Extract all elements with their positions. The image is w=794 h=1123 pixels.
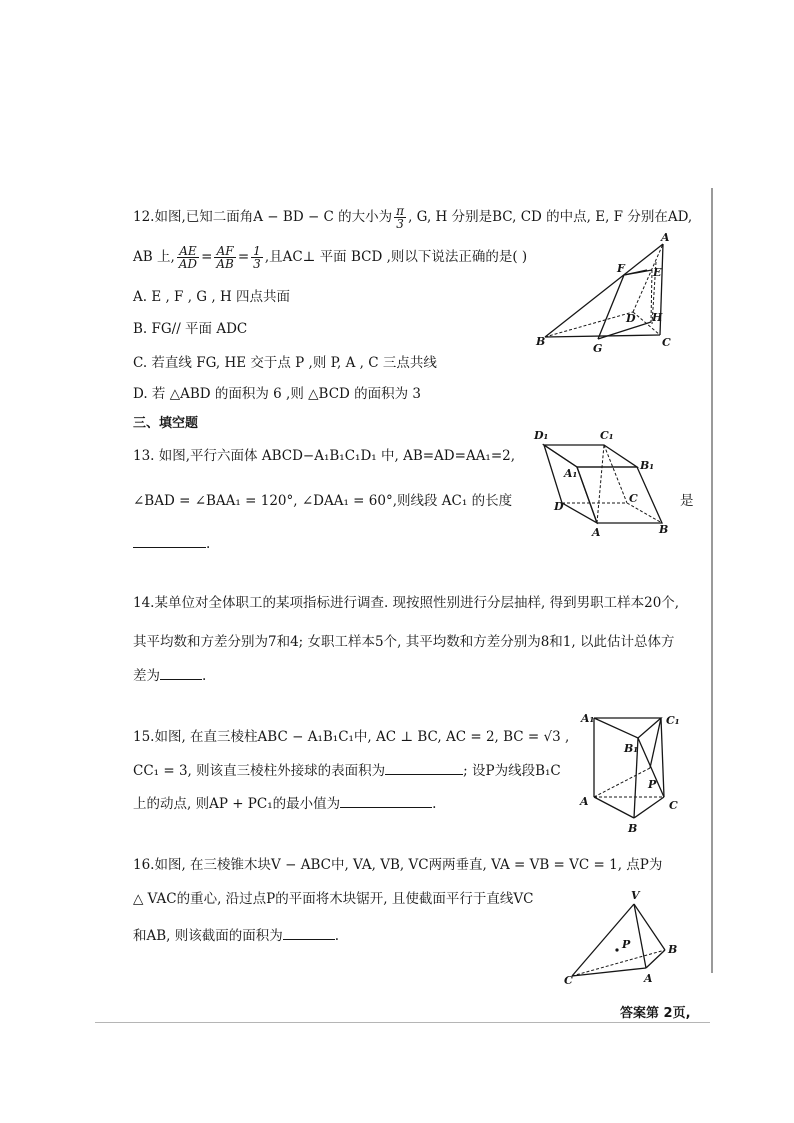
page-right-border bbox=[711, 188, 713, 973]
q12-line2: AB 上, $\frac{AE}{AD}$ = $\frac{AF}{AB}$ = $\frac{1}{3}$ ,且AC⊥ 平面 BCD ,则以下说法正确的是( ) bbox=[133, 244, 528, 271]
q12-label-F: F bbox=[617, 262, 625, 275]
q12-edge-BC bbox=[545, 335, 660, 337]
q12-line2-pre: AB 上, bbox=[133, 249, 175, 265]
q15-line2 bbox=[133, 760, 561, 780]
q16-label-P: P bbox=[622, 938, 631, 951]
q13-line2-end: 是 bbox=[680, 493, 694, 509]
q16-label-C: C bbox=[564, 974, 573, 987]
q16-line3-text: 和AB, 则该截面的面积为 bbox=[133, 928, 283, 944]
q15-answer-blank-2[interactable] bbox=[340, 793, 432, 808]
q16-line2: △ VAC的重心, 沿过点P的平面将木块锯开, 且使截面平行于直线VC bbox=[133, 891, 534, 907]
q13-label-C: C bbox=[629, 492, 638, 505]
q12-pi-fraction bbox=[394, 205, 406, 230]
q12-line2-post: ,且AC⊥ 平面 BCD ,则以下说法正确的是( ) bbox=[264, 249, 528, 265]
q13-label-D1: D₁ bbox=[534, 429, 549, 442]
q12-line1-post: , G, H 分别是BC, CD 的中点, E, F 分别在AD, bbox=[408, 209, 693, 225]
q16-edge-CA bbox=[572, 968, 646, 976]
q15-label-A: A bbox=[580, 795, 589, 808]
q15-edge-AB bbox=[594, 797, 634, 818]
q13-front-face bbox=[577, 467, 662, 523]
q13-edge-AC1 bbox=[597, 445, 604, 523]
q16-line3 bbox=[133, 925, 339, 945]
page-footer: 答案第 2页, bbox=[620, 1006, 691, 1021]
q15-edge-CC1 bbox=[661, 718, 664, 797]
q12-frac3-num: 1 bbox=[253, 244, 261, 258]
page-bottom-border bbox=[95, 1022, 710, 1023]
q12-label-D: D bbox=[626, 312, 636, 325]
q15-label-B1: B₁ bbox=[624, 742, 639, 755]
q15-top-face bbox=[594, 718, 661, 738]
q14-line1: 14.某单位对全体职工的某项指标进行调查. 现按照性别进行分层抽样, 得到男职工样本20个, bbox=[133, 595, 680, 611]
q15-edge-BC bbox=[634, 797, 664, 818]
q13-edge-CB bbox=[627, 503, 662, 523]
q13-edge-C1C bbox=[604, 445, 627, 503]
q12-option-b: B. FG// 平面 ADC bbox=[133, 321, 248, 337]
q13-label-A: A bbox=[592, 526, 601, 539]
q12-label-G: G bbox=[593, 342, 603, 355]
q12-frac2-den: AB bbox=[216, 257, 234, 271]
q13-label-D: D bbox=[554, 500, 564, 513]
q14-line3-period: . bbox=[202, 668, 207, 684]
q12-frac3-den: 3 bbox=[253, 257, 261, 271]
q15-line3-period: . bbox=[432, 796, 437, 812]
q12-label-E: E bbox=[653, 266, 662, 279]
q13-line3 bbox=[133, 533, 210, 553]
q15-line2-text-b: ; 设P为线段B₁C bbox=[463, 763, 561, 779]
q13-line2: ∠BAD = ∠BAA₁ = 120°, ∠DAA₁ = 60°,则线段 AC₁ 的长度 bbox=[133, 493, 513, 509]
q12-line1 bbox=[133, 205, 692, 230]
q12-option-c: C. 若直线 FG, HE 交于点 P ,则 P, A , C 三点共线 bbox=[133, 355, 437, 371]
q12-frac1-den: AD bbox=[178, 257, 198, 271]
q13-left-face bbox=[544, 445, 597, 523]
q13-line1: 13. 如图,平行六面体 ABCD−A₁B₁C₁D₁ 中, AB=AD=AA₁=2, bbox=[133, 448, 516, 464]
q12-line1-pre: 12.如图,已知二面角A − BD − C 的大小为 bbox=[133, 209, 393, 225]
q15-answer-blank-1[interactable] bbox=[385, 760, 463, 775]
q13-line3-period: . bbox=[206, 536, 211, 552]
q13-answer-blank[interactable] bbox=[133, 533, 206, 548]
q14-line3 bbox=[133, 665, 206, 685]
q16-line1: 16.如图, 在三棱锥木块V − ABC中, VA, VB, VC两两垂直, VA = VB = VC = 1, 点P为 bbox=[133, 857, 663, 873]
q13-label-B: B bbox=[659, 523, 669, 536]
q12-label-C: C bbox=[662, 336, 671, 349]
q15-label-C1: C₁ bbox=[666, 714, 680, 727]
section-fill-in-blank-title: 三、填空题 bbox=[133, 416, 199, 431]
q15-label-P: P bbox=[648, 778, 657, 791]
q15-edge-AP bbox=[594, 768, 650, 797]
q12-edge-GH bbox=[598, 322, 651, 339]
q16-line3-period: . bbox=[334, 928, 340, 944]
q15-line3-text: 上的动点, 则AP + PC₁的最小值为 bbox=[133, 796, 341, 812]
q12-edge-BD bbox=[545, 312, 633, 337]
q12-label-H: H bbox=[652, 311, 663, 324]
q16-answer-blank[interactable] bbox=[283, 925, 335, 940]
q12-frac1 bbox=[177, 245, 199, 270]
q13-label-C1: C₁ bbox=[600, 429, 614, 442]
q13-label-A1: A₁ bbox=[564, 467, 578, 480]
q15-label-A1: A₁ bbox=[581, 712, 595, 725]
q12-frac3 bbox=[251, 245, 263, 270]
q15-figure-prism bbox=[576, 710, 696, 835]
q15-line3 bbox=[133, 793, 436, 813]
q12-pi-num: π bbox=[396, 204, 405, 218]
q16-label-B: B bbox=[668, 943, 678, 956]
q13-figure-parallelepiped bbox=[532, 425, 672, 540]
q15-label-C: C bbox=[669, 799, 678, 812]
q14-line3-text: 差为 bbox=[133, 668, 160, 684]
q13-top-face bbox=[544, 445, 637, 467]
q16-label-A: A bbox=[644, 972, 653, 985]
q12-figure-dihedral-angle bbox=[535, 232, 685, 357]
q15-line2-text: CC₁ = 3, 则该直三棱柱外接球的表面积为 bbox=[133, 763, 386, 779]
q16-figure-tetrahedron bbox=[562, 888, 682, 988]
q12-frac2-num: AF bbox=[214, 245, 235, 258]
q12-frac2 bbox=[214, 245, 235, 270]
q13-label-B1: B₁ bbox=[640, 459, 655, 472]
q16-label-V: V bbox=[631, 889, 640, 902]
q14-line2: 其平均数和方差分别为7和4; 女职工样本5个, 其平均数和方差分别为8和1, 以此估计总体方 bbox=[133, 634, 675, 650]
q16-point-P bbox=[615, 948, 618, 951]
q12-label-B: B bbox=[536, 335, 546, 348]
q12-frac1-num: AE bbox=[177, 245, 199, 258]
q14-answer-blank[interactable] bbox=[160, 665, 202, 680]
q15-label-B: B bbox=[628, 822, 638, 835]
q12-pi-den: 3 bbox=[396, 217, 404, 231]
q12-label-A: A bbox=[661, 231, 670, 244]
q12-option-a: A. E , F , G , H 四点共面 bbox=[133, 289, 291, 305]
q15-line1: 15.如图, 在直三棱柱ABC − A₁B₁C₁中, AC ⊥ BC, AC = 2, BC = √3 , bbox=[133, 729, 570, 745]
q12-option-d: D. 若 △ABD 的面积为 6 ,则 △BCD 的面积为 3 bbox=[133, 386, 422, 402]
